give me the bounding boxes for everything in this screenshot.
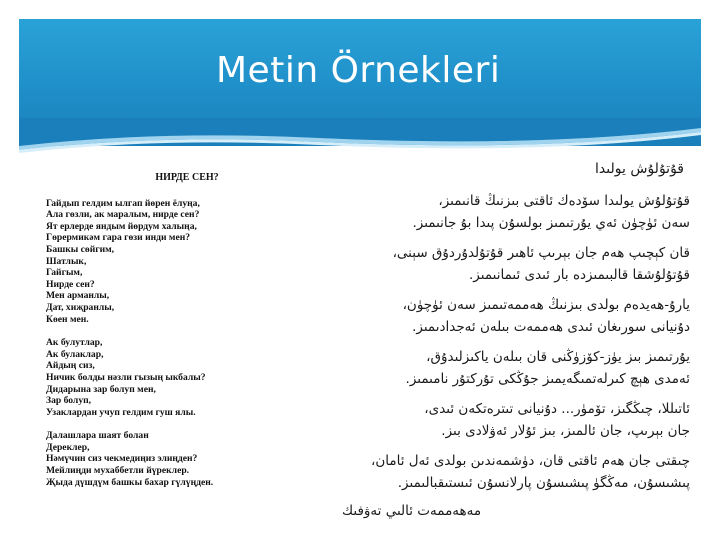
poem-line: Мейлиңди мухаббетли йүреклер.	[46, 465, 190, 477]
banner-swoosh	[19, 118, 701, 158]
poem-line: Ят ерлерде яндым йөрдум халыңа,	[46, 220, 197, 232]
poem-line: Дереклер,	[46, 441, 90, 453]
poem-line: ئەمدى ھېچ كىرلەتمىگەيمىز جۇڭكى تۇركتۇر نامىمىز.	[405, 371, 690, 387]
poem-heading: НИРДЕ СЕН?	[155, 172, 219, 183]
poem-line: يۇرتىمىز بىز يۈز-كۆزۈڭنى قان بىلەن ياكىزلىدۇق،	[426, 349, 690, 365]
poem-line: Ала гөзли, ак маралым, нирде сен?	[46, 209, 200, 221]
poem-line: Гөрермикәм гара гөзи инди мен?	[46, 232, 191, 244]
poem-line: Айдың сиз,	[46, 360, 95, 372]
poem-line: چىقتى جان ھەم ئاقتى قان، دۈشمەندىن بولدى ئەل ئامان،	[370, 453, 690, 469]
poem-line: Гайгым,	[46, 267, 83, 279]
poem-line: جان بېرىپ، جان ئالمىز، بىز ئۇلار ئەۋلادى بىز.	[441, 423, 690, 439]
poem-line: Ак булутлар,	[46, 337, 103, 349]
poem-signature: مەھەممەت ئالىي تەۋفىك	[342, 503, 482, 519]
uyghur-poem	[338, 158, 690, 520]
poem-line: Шатлык,	[46, 255, 87, 267]
poem-line: Далашлара шаят болан	[46, 430, 149, 442]
stanza	[338, 450, 690, 494]
stanza	[338, 294, 690, 338]
scanned-document	[38, 158, 694, 520]
poem-line: Узаклардан учуп гелдим гуш ялы.	[46, 406, 196, 418]
poem-line: ئاتىللا، چىڭگىز، تۆمۈر... دۇنيانى تىترەتكەن ئىدى،	[424, 401, 690, 417]
poem-line: Ничик болды нәзли гызың ыкбалы?	[46, 371, 206, 383]
poem-line: Дат, хиҗранлы,	[46, 301, 115, 313]
poem-heading: قۇتۇلۇش يولىدا	[595, 161, 684, 177]
poem-line: سەن ئۈچۈن ئەي يۇرتىمىز بولسۇن پىدا بۇ جانىمىز.	[412, 215, 690, 231]
poem-line: Мен арманлы,	[46, 290, 110, 302]
poem-line: Нәмүчин сиз чекмедиңиз элиңден?	[46, 453, 198, 465]
poem-line: Нирде сен?	[46, 278, 95, 290]
stanza	[46, 430, 328, 488]
stanza	[46, 337, 328, 418]
poem-line: دۇنيانى سورىغان ئىدى ھەممەت بىلەن ئەجدادىمىز.	[412, 319, 690, 335]
stanza	[338, 398, 690, 442]
slide-title: Metin Örnekleri	[216, 50, 501, 91]
poem-line: Дидарына зар болуп мен,	[46, 383, 156, 395]
poem-line: قۇتۇلۇشقا قالبىمىزدە بار ئىدى ئىمانىمىز.	[469, 267, 690, 283]
stanza	[46, 198, 328, 326]
cyrillic-poem	[46, 172, 328, 488]
poem-line: Җыда дүшдүм башкы бахар гүлүңден.	[46, 476, 214, 488]
poem-line: Башкы сөйгим,	[46, 243, 115, 255]
poem-line: Зар болуп,	[46, 395, 92, 407]
poem-line: Көен мен.	[46, 313, 89, 325]
poem-line: Гайдып гелдим ылгап йөрен ёлуңа,	[46, 197, 200, 209]
poem-line: Ак булаклар,	[46, 348, 104, 360]
stanza	[338, 242, 690, 286]
poem-line: قۇتۇلۇش يولىدا سۆدەك ئاقتى بىزنىڭ قانىمىز،	[438, 193, 690, 209]
poem-line: پىشىسۇن، مەڭگۈ پىشىسۇن پارلانسۇن ئىستىقبالىمىز.	[397, 475, 690, 491]
poem-line: يارۇ-ھەيدەم بولدى بىزنىڭ ھەممەتىمىز سەن ئۈچۈن،	[402, 297, 690, 313]
stanza	[338, 190, 690, 234]
poem-line: قان كېچىپ ھەم جان بېرىپ ئاھىر قۇتۇلدۇردۇق سېنى،	[392, 245, 690, 261]
stanza	[338, 346, 690, 390]
